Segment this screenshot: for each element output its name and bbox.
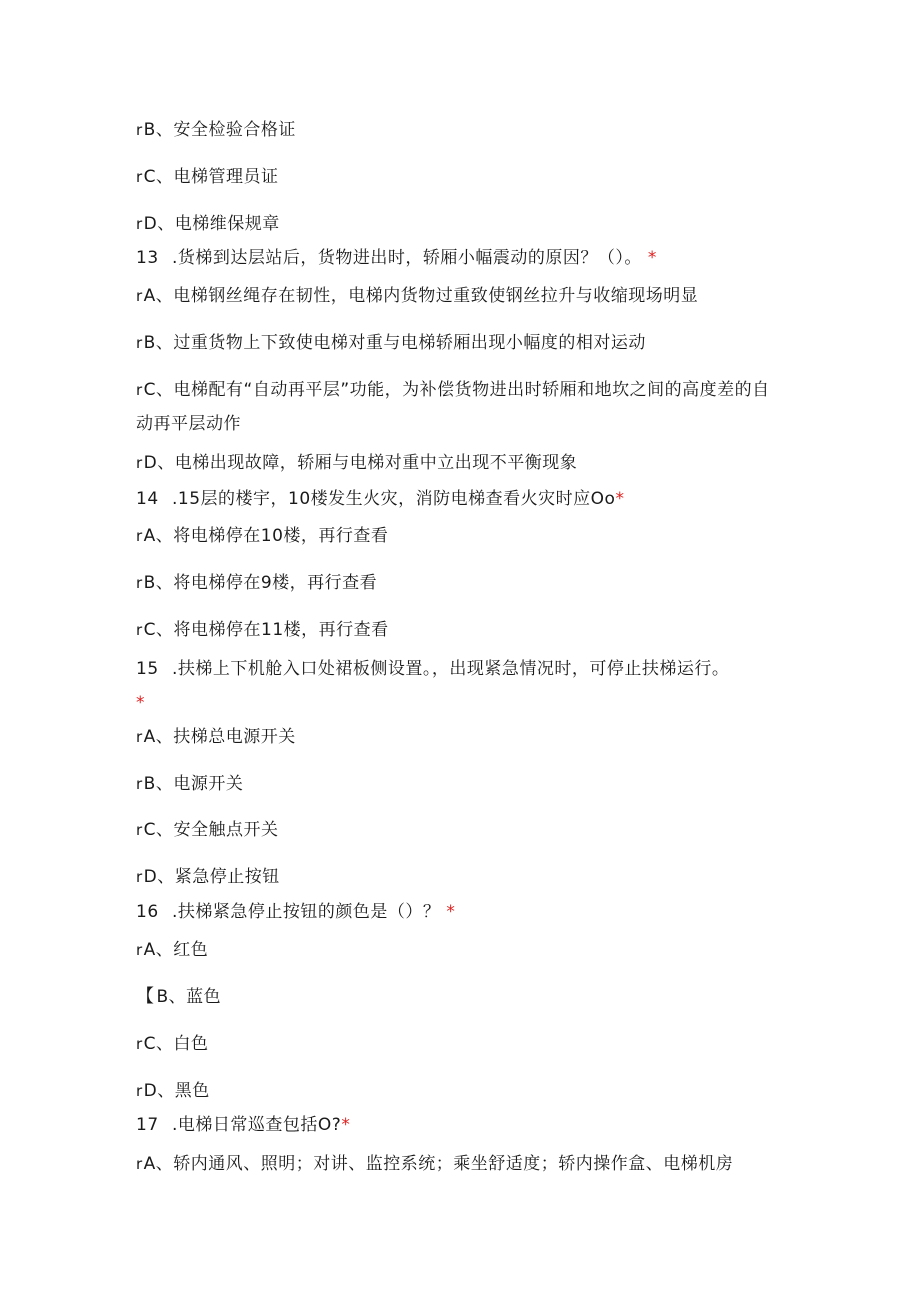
option-text: C、电梯管理员证 xyxy=(143,167,279,187)
option-marker: r xyxy=(136,868,143,886)
question-line xyxy=(136,487,786,511)
option-text: A、红色 xyxy=(143,940,209,960)
option-marker: r xyxy=(136,728,143,746)
option-line xyxy=(136,331,786,355)
question-line xyxy=(136,652,786,720)
required-asterisk: * xyxy=(341,1115,351,1135)
question-line xyxy=(136,900,786,924)
question-text: .电梯日常巡查包括O? xyxy=(172,1115,342,1135)
option-line xyxy=(136,1079,786,1103)
option-text: C、白色 xyxy=(143,1034,209,1054)
option-line xyxy=(136,1032,786,1056)
option-line xyxy=(136,865,786,889)
option-marker: r xyxy=(136,574,143,592)
option-text: D、黑色 xyxy=(143,1081,210,1101)
option-line xyxy=(136,524,786,548)
option-line xyxy=(136,165,786,189)
option-line xyxy=(136,212,786,236)
option-line xyxy=(136,725,786,749)
option-text: C、安全触点开关 xyxy=(143,820,279,840)
option-marker: r xyxy=(136,287,143,305)
option-text: B、电源开关 xyxy=(143,774,244,794)
option-marker: r xyxy=(136,121,143,139)
option-marker: r xyxy=(136,1082,143,1100)
option-line xyxy=(136,373,786,441)
question-number: 14 xyxy=(136,489,159,509)
question-text: .15层的楼宇，10楼发生火灾，消防电梯查看火灾时应Oo xyxy=(172,489,616,509)
option-line xyxy=(136,1152,786,1176)
option-marker: r xyxy=(136,775,143,793)
option-marker: 【 xyxy=(136,986,155,1007)
question-text: .扶梯上下机舱入口处裙板侧设置。，出现紧急情况时，可停止扶梯运行。 xyxy=(172,659,730,679)
question-line xyxy=(136,1113,786,1137)
option-marker: r xyxy=(136,215,143,233)
option-line xyxy=(136,818,786,842)
option-text: B、蓝色 xyxy=(156,987,222,1007)
option-marker: r xyxy=(136,454,143,472)
required-asterisk: * xyxy=(647,248,657,268)
question-line xyxy=(136,246,786,270)
required-asterisk: * xyxy=(136,693,145,713)
question-number: 15 xyxy=(136,659,159,679)
required-asterisk: * xyxy=(446,902,456,922)
option-marker: r xyxy=(136,1035,143,1053)
option-line xyxy=(136,118,786,142)
option-text: B、过重货物上下致使电梯对重与电梯轿厢出现小幅度的相对运动 xyxy=(143,333,646,353)
option-marker: r xyxy=(136,821,143,839)
option-text: D、紧急停止按钮 xyxy=(143,867,280,887)
option-marker: r xyxy=(136,334,143,352)
option-text: C、电梯配有“自动再平层”功能，为补偿货物进出时轿厢和地坎之间的高度差的自动再平层动作 xyxy=(136,380,770,434)
option-line xyxy=(136,451,786,475)
option-marker: r xyxy=(136,621,143,639)
option-marker: r xyxy=(136,168,143,186)
option-line xyxy=(136,571,786,595)
option-line xyxy=(136,772,786,796)
option-marker: r xyxy=(136,1155,143,1173)
option-line xyxy=(136,618,786,642)
option-text: A、轿内通风、照明；对讲、监控系统；乘坐舒适度；轿内操作盒、电梯机房 xyxy=(143,1154,734,1174)
question-text: .扶梯紧急停止按钮的颜色是（）？ xyxy=(172,902,441,922)
question-text: .货梯到达层站后，货物进出时，轿厢小幅震动的原因？（）。 xyxy=(172,248,642,268)
option-text: C、将电梯停在11楼，再行查看 xyxy=(143,620,389,640)
option-marker: r xyxy=(136,527,143,545)
required-asterisk: * xyxy=(615,489,625,509)
option-line xyxy=(136,985,786,1009)
question-number: 16 xyxy=(136,902,159,922)
question-number: 13 xyxy=(136,248,159,268)
option-marker: r xyxy=(136,941,143,959)
option-text: D、电梯出现故障，轿厢与电梯对重中立出现不平衡现象 xyxy=(143,453,578,473)
question-number: 17 xyxy=(136,1115,159,1135)
option-text: A、将电梯停在10楼，再行查看 xyxy=(143,526,389,546)
option-line xyxy=(136,284,786,308)
option-text: B、将电梯停在9楼，再行查看 xyxy=(143,573,378,593)
option-text: A、扶梯总电源开关 xyxy=(143,727,296,747)
option-text: B、安全检验合格证 xyxy=(143,120,296,140)
option-marker: r xyxy=(136,381,143,399)
option-line xyxy=(136,938,786,962)
option-text: A、电梯钢丝绳存在韧性，电梯内货物过重致使钢丝拉升与收缩现场明显 xyxy=(143,286,699,306)
option-text: D、电梯维保规章 xyxy=(143,214,280,234)
